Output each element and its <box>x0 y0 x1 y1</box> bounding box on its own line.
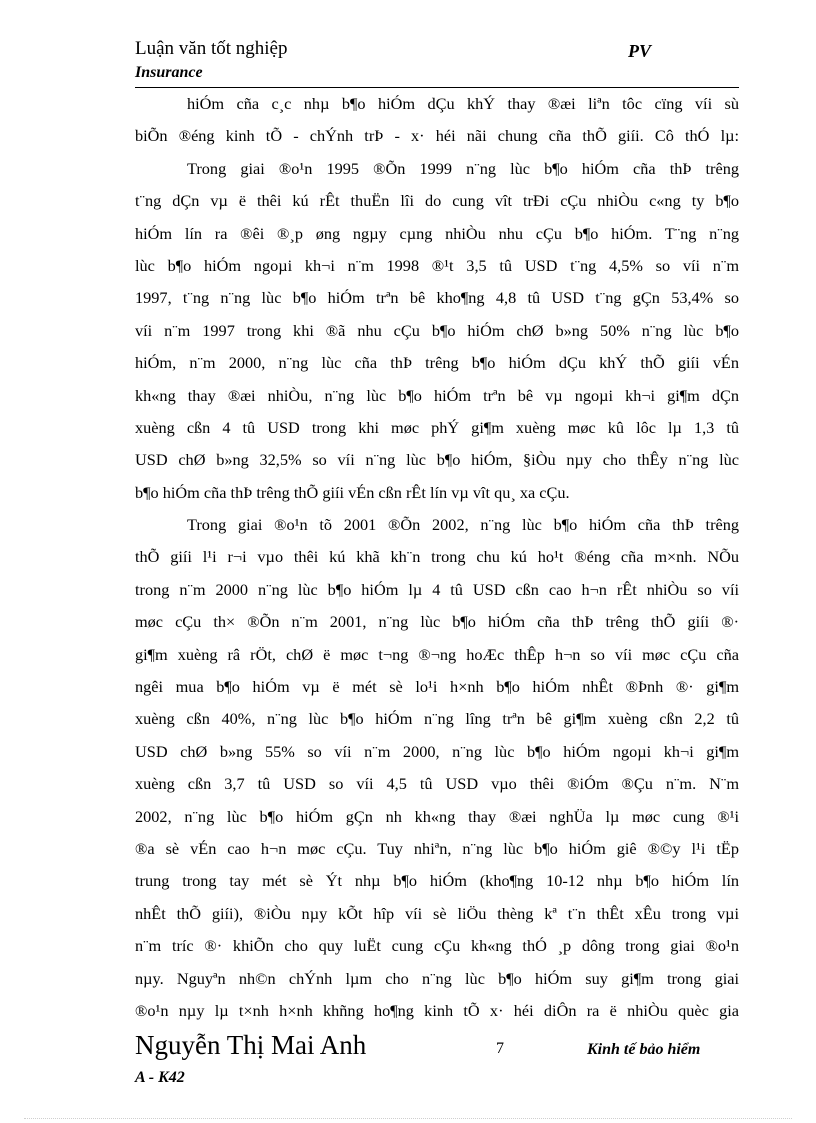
body-line: hiÓm lín ra ®êi ®¸p øng ngµy cµng nhiÒu nhu cÇu b¶o hiÓm. T¨ng n¨ng <box>135 223 739 243</box>
body-line: USD chØ b»ng 55% so víi n¨m 2000, n¨ng lùc b¶o hiÓm ngoµi kh¬i gi¶m <box>135 741 739 761</box>
body-line: trung trong tay mét sè Ýt nhµ b¶o hiÓm (kho¶ng 10-12 nhµ b¶o hiÓm lín <box>135 871 739 891</box>
body-line: hiÓm, n¨m 2000, n¨ng lùc cña thÞ trêng b¶o hiÓm dÇu khÝ thÕ giíi vÉn <box>135 353 739 373</box>
body-text <box>135 88 739 1027</box>
body-line: hiÓm cña c¸c nhµ b¶o hiÓm dÇu khÝ thay ®æi liªn tôc cïng víi sù <box>187 94 739 113</box>
body-line: b¶o hiÓm cña thÞ trêng thÕ giíi vÉn cßn rÊt lín vµ vît qu¸ xa cÇu. <box>135 482 570 502</box>
header-title: Luận văn tốt nghiệp <box>135 38 288 59</box>
body-line: ngêi mua b¶o hiÓm vµ ë mét sè lo¹i h×nh b¶o hiÓm nhÊt ®Þnh ®· gi¶m <box>135 677 739 697</box>
footer-class: A - K42 <box>135 1069 185 1086</box>
footer-author: Nguyễn Thị Mai Anh <box>135 1030 367 1060</box>
page-bottom-border <box>24 1118 792 1119</box>
header-subtitle: Insurance <box>135 64 203 81</box>
body-line: kh«ng thay ®æi nhiÒu, n¨ng lùc b¶o hiÓm trªn bê vµ ngoµi kh¬i gi¶m dÇn <box>135 385 739 405</box>
body-line: trong n¨m 2000 n¨ng lùc b¶o hiÓm lµ 4 tû USD cßn cao h¬n rÊt nhiÒu so víi <box>135 579 739 599</box>
body-line: møc cÇu th× ®Õn n¨m 2001, n¨ng lùc b¶o hiÓm cña thÞ trêng thÕ giíi ®· <box>135 612 739 632</box>
body-line: USD chØ b»ng 32,5% so víi n¨ng lùc b¶o hiÓm, §iÒu nµy cho thÊy n¨ng lùc <box>135 450 739 470</box>
body-line: xuèng cßn 3,7 tû USD so víi 4,5 tû USD vµo thêi ®iÓm ®Çu n¨m. N¨m <box>135 774 739 794</box>
body-line: ®a sè vÉn cao h¬n møc cÇu. Tuy nhiªn, n¨ng lùc b¶o hiÓm giê ®©y l¹i tËp <box>135 838 739 858</box>
body-line: thÕ giíi l¹i r¬i vµo thêi kú khã kh¨n trong chu kú ho¹t ®éng cña m×nh. NÕu <box>135 547 739 567</box>
body-line: víi n¨m 1997 trong khi ®ã nhu cÇu b¶o hiÓm chØ b»ng 50% n¨ng lùc b¶o <box>135 320 739 340</box>
body-line: biÕn ®éng kinh tÕ - chÝnh trÞ - x· héi nãi chung cña thÕ giíi. Cô thÓ lµ: <box>135 126 739 146</box>
body-line: n¨m tríc ®· khiÕn cho quy luËt cung cÇu kh«ng thÓ ¸p dông trong giai ®o¹n <box>135 936 739 956</box>
body-line: Trong giai ®o¹n 1995 ®Õn 1999 n¨ng lùc b¶o hiÓm cña thÞ trêng <box>187 158 739 178</box>
body-line: gi¶m xuèng râ rÖt, chØ ë møc t¬ng ®¬ng hoÆc thÊp h¬n so víi møc cÇu cña <box>135 644 739 664</box>
body-line: lùc b¶o hiÓm ngoµi kh¬i n¨m 1998 ®¹t 3,5 tû USD t¨ng 4,5% so víi n¨m <box>135 255 739 275</box>
body-line: 2002, n¨ng lùc b¶o hiÓm gÇn nh kh«ng thay ®æi nghÜa lµ møc cung ®¹i <box>135 806 739 826</box>
body-line: nµy. Nguyªn nh©n chÝnh lµm cho n¨ng lùc b¶o hiÓm suy gi¶m trong giai <box>135 968 739 988</box>
body-line: nhÊt thÕ giíi), ®iÒu nµy kÕt hîp víi sè liÖu thèng kª t¨n thÊt xÊu trong vµi <box>135 903 739 923</box>
page-number: 7 <box>496 1040 504 1057</box>
body-line: xuèng cßn 4 tû USD trong khi møc phÝ gi¶m xuèng møc kû lôc lµ 1,3 tû <box>135 417 739 437</box>
header-right-label: PV <box>628 41 652 61</box>
body-line: ®o¹n nµy lµ t×nh h×nh khñng ho¶ng kinh tÕ x· héi diÔn ra ë nhiÒu quèc gia <box>135 1000 739 1020</box>
body-line: 1997, t¨ng n¨ng lùc b¶o hiÓm trªn bê kho¶ng 4,8 tû USD t¨ng gÇn 53,4% so <box>135 288 739 308</box>
body-line: t¨ng dÇn vµ ë thêi kú rÊt thuËn lîi do cung vît trÐi cÇu nhiÒu c«ng ty b¶o <box>135 191 739 211</box>
footer-faculty: Kinh tế bảo hiểm <box>587 1041 701 1058</box>
body-line: xuèng cßn 40%, n¨ng lùc b¶o hiÓm n¨ng lîng trªn bê gi¶m xuèng cßn 2,2 tû <box>135 709 739 729</box>
body-line: Trong giai ®o¹n tõ 2001 ®Õn 2002, n¨ng lùc b¶o hiÓm cña thÞ trêng <box>187 515 739 535</box>
